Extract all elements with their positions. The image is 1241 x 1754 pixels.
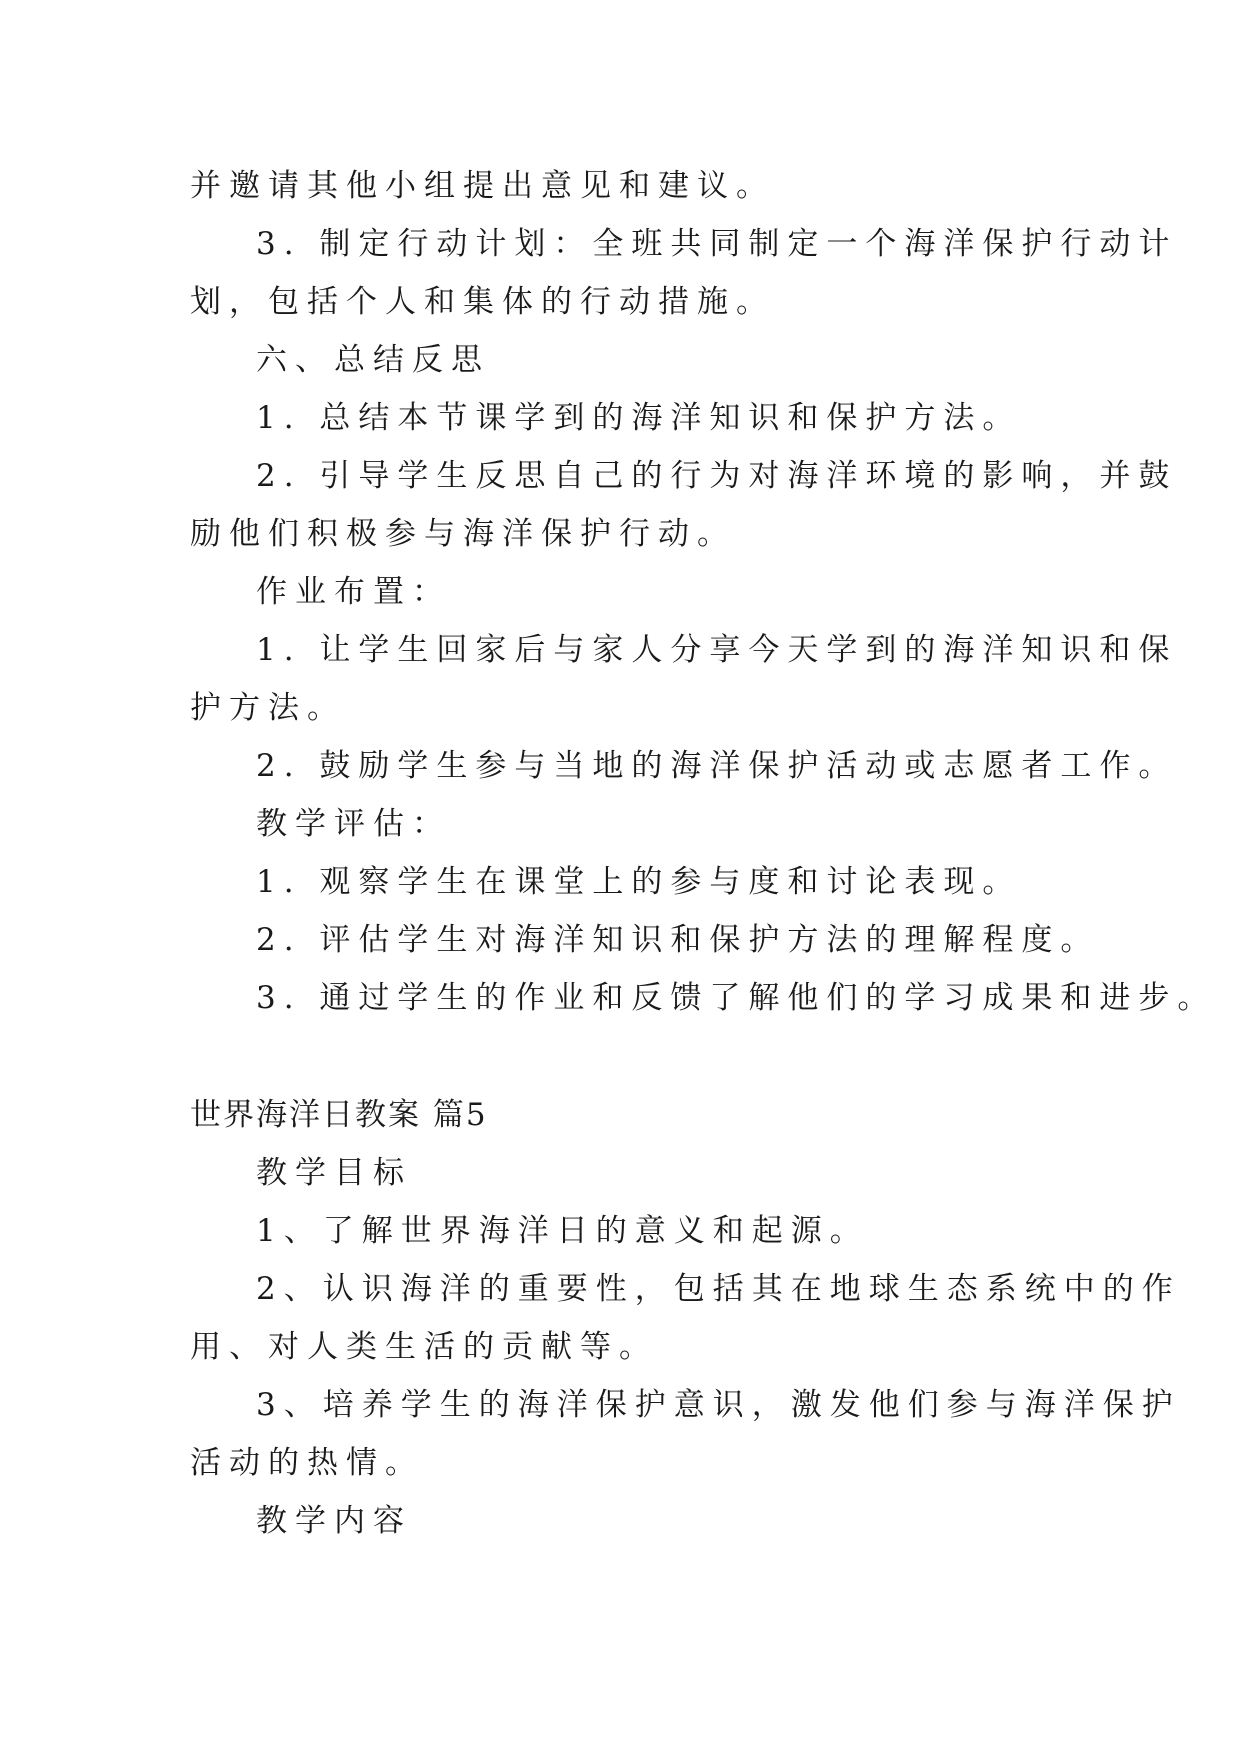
list-item: 2. 评估学生对海洋知识和保护方法的理解程度。 <box>256 922 1100 958</box>
list-item: 3. 通过学生的作业和反馈了解他们的学习成果和进步。 <box>256 980 1217 1016</box>
section-heading: 六、总结反思 <box>256 342 490 378</box>
section-heading: 教学内容 <box>256 1503 412 1539</box>
text-line: 划，包括个人和集体的行动措施。 <box>190 284 775 320</box>
text-line: 用、对人类生活的贡献等。 <box>190 1329 658 1365</box>
list-item: 2. 鼓励学生参与当地的海洋保护活动或志愿者工作。 <box>256 748 1178 784</box>
list-item: 2、认识海洋的重要性，包括其在地球生态系统中的作 <box>256 1271 1181 1307</box>
list-item: 3、培养学生的海洋保护意识，激发他们参与海洋保护 <box>256 1387 1181 1423</box>
list-item: 1. 总结本节课学到的海洋知识和保护方法。 <box>256 400 1022 436</box>
article-title: 世界海洋日教案 篇5 <box>190 1097 488 1133</box>
list-item: 2. 引导学生反思自己的行为对海洋环境的影响，并鼓 <box>256 458 1178 494</box>
list-item: 1. 观察学生在课堂上的参与度和讨论表现。 <box>256 864 1022 900</box>
list-item: 1. 让学生回家后与家人分享今天学到的海洋知识和保 <box>256 632 1178 668</box>
text-line: 活动的热情。 <box>190 1445 424 1481</box>
list-item: 1、了解世界海洋日的意义和起源。 <box>256 1213 869 1249</box>
text-line: 并邀请其他小组提出意见和建议。 <box>190 168 775 204</box>
text-line: 励他们积极参与海洋保护行动。 <box>190 516 736 552</box>
list-item: 3. 制定行动计划：全班共同制定一个海洋保护行动计 <box>256 226 1178 262</box>
section-heading: 教学评估： <box>256 806 451 842</box>
section-heading: 教学目标 <box>256 1155 412 1191</box>
text-line: 护方法。 <box>190 690 346 726</box>
section-heading: 作业布置： <box>256 574 451 610</box>
